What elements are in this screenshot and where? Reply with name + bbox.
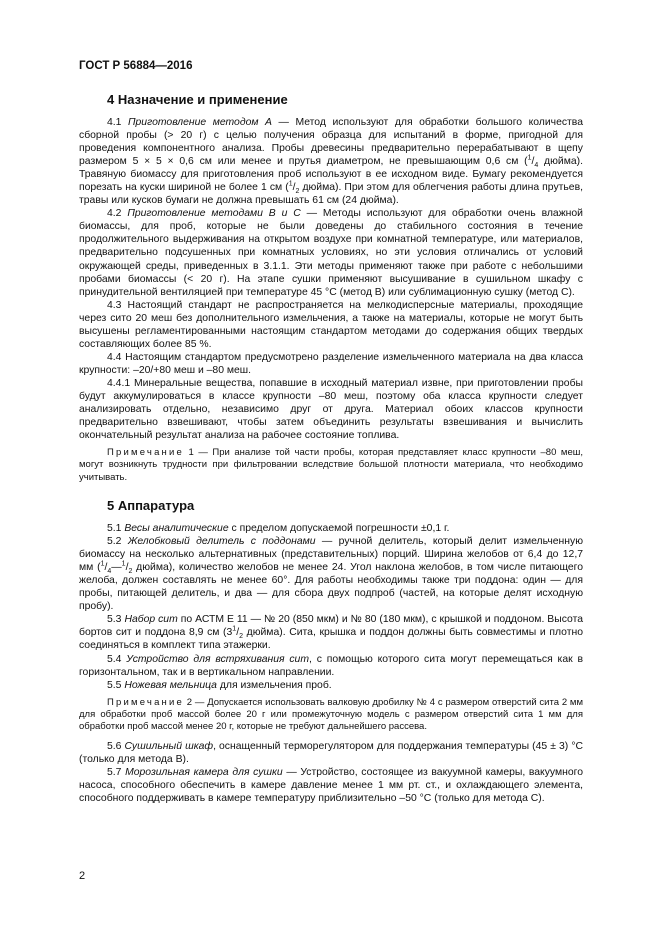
paragraph-4-4: 4.4 Настоящим стандартом предусмотрено разделение измельченного материала на два класса крупности: –20/+80 меш и –80 меш.: [79, 351, 583, 376]
paragraph-5-5: 5.5 Ножевая мельница для измельчения проб.: [107, 679, 332, 691]
section-5-heading: 5 Аппаратура: [107, 498, 195, 514]
paragraph-4-3: 4.3 Настоящий стандарт не распространяется на мелкодисперсные материалы, проходящие через сито 20 меш без дополнительного измельчения, а также на материалы, которые не могут быть высушены регламентированными настоящим стандартом методами до содержания общих твердых составляющих более 85 %.: [79, 299, 583, 350]
paragraph-5-3: 5.3 Набор сит по АСТМ Е 11 — № 20 (850 мкм) и № 80 (180 мкм), с крышкой и поддоном. Высота бортов сит и поддона 8,9 см ($3^1/_2$ дюйма). Сита, крышка и поддон должны быть совместимы и плотно соединяться в комплект типа этажерки.: [79, 614, 583, 652]
note-1: Примечание 1 — При анализе той части пробы, которая представляет класс крупности –80 меш, могут возникнуть трудности при фильтровании вследствие большой плотности материала, что необходимо учитывать.: [79, 447, 583, 483]
page-number: 2: [79, 870, 86, 882]
paragraph-5-4: 5.4 Устройство для встряхивания сит, с помощью которого сита могут перемещаться как в горизонтальном, так и в вертикальном направлении.: [79, 653, 583, 678]
paragraph-5-2: 5.2 Желобковый делитель с поддонами — ручной делитель, который делит измельченную биомассу на несколько альтернативных (представительных) порций. Ширина желобов от 6,4 до 12,7 мм ($^1/_4—^1/_2$ дюйма), количество желобов не менее 24. Угол наклона желобов, в том числе питающего желоба, должен составлять не менее 60°. Для работы необходимы также три поддона: один — для пробы, питающей делитель, и два — для сбора двух подпроб (частей, на которые делят исходную пробу).: [79, 536, 583, 613]
paragraph-5-6: 5.6 Сушильный шкаф, оснащенный терморегулятором для поддержания температуры (45 ± 3) °С (только для метода В).: [79, 740, 583, 765]
section-4-heading: 4 Назначение и применение: [107, 92, 288, 107]
paragraph-4-2: 4.2 Приготовление методами В и С — Методы используют для обработки очень влажной биомассы, для проб, которые не были доведены до стабильного состояния в течение продолжительного выдерживания на открытом воздухе при комнатной температуре, или материалов, предварительно подсушенных при комнатных условиях, но эти условия отличались от условий окружающей среды, приведенных в 3.1.1. Эти методы применяют также при работе с небольшими пробами биомассы (< 20 г). На этапе сушки применяют высушивание в сушильном шкафу с принудительной вентиляцией при температуре 45 °С (метод В) или сублимационную сушку (метод С).: [79, 208, 583, 298]
paragraph-4-1: 4.1 Приготовление методом А — Метод используют для обработки большого количества сборной пробы (> 20 г) с целью получения образца для испытаний в форме, пригодной для проведения компонентного анализа. Пробы древесины предварительно перерабатывают в щепу размером 5 × 5 × 0,6 см или менее и прутья диаметром, не превышающим 0,6 см ($^1/_4$ дюйма). Травяную биомассу для приготовления проб используют в ее исходном виде. Бумагу рекомендуется порезать на куски шириной не более 1 см ($^1/_2$ дюйма). При этом для облегчения работы длина прутьев, травы или кусков бумаги не должна превышать 61 см (24 дюйма).: [79, 117, 583, 207]
document-code: ГОСТ Р 56884—2016: [79, 60, 193, 72]
document-body: [79, 92, 583, 805]
note-2: Примечание 2 — Допускается использовать валковую дробилку № 4 с размером отверстий сита 2 мм для обработки проб массой более 20 г или промежуточную модель с размером отверстий сита 1 мм для обработки проб массой менее 20 г, которые не требуют дальнейшего рассева.: [79, 696, 583, 733]
paragraph-4-4-1: 4.4.1 Минеральные вещества, попавшие в исходный материал извне, при приготовлении пробы будут аккумулироваться в классе крупности –80 меш, поэтому оба класса крупности следует анализировать отдельно, независимо друг от друга. Материал обоих классов крупности предварительно взвешивают, чтобы затем объединить результаты взвешивания и вычислить окончательный результат анализа на рабочее состояние топлива.: [79, 377, 583, 442]
paragraph-5-7: 5.7 Морозильная камера для сушки — Устройство, состоящее из вакуумной камеры, вакуумного насоса, способного обеспечить в камере давление менее 1 мм рт. ст., и охлаждающего элемента, способного поддерживать в камере температуру приблизительно –50 °С (только для метода С).: [79, 766, 583, 804]
paragraph-5-1: 5.1 Весы аналитические с пределом допускаемой погрешности ±0,1 г.: [107, 523, 450, 535]
